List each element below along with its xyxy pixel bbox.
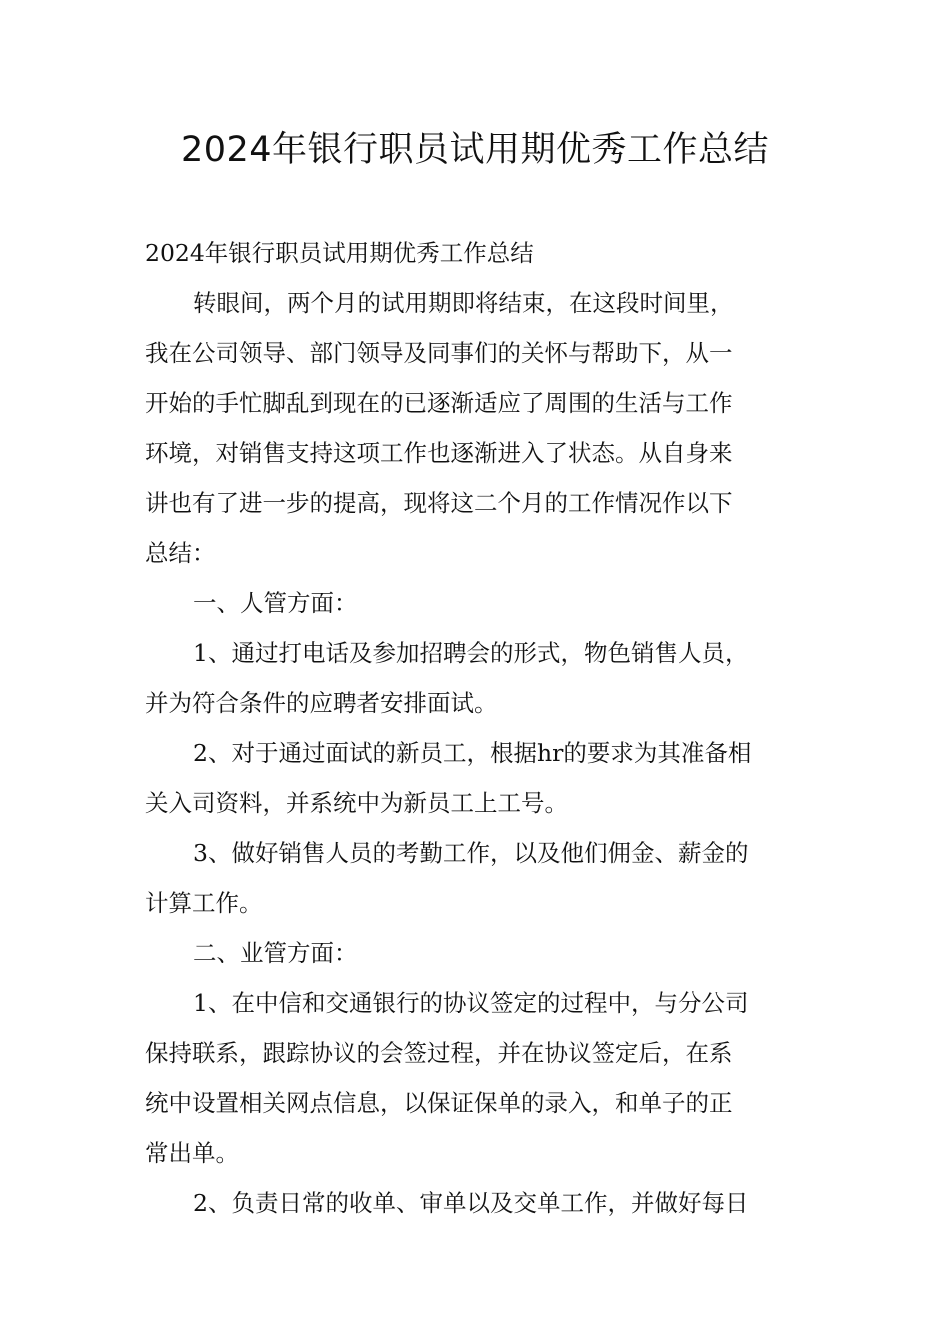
text-line: 2、负责日常的收单、审单以及交单工作，并做好每日 [193, 1189, 749, 1217]
text-line: 环境，对销售支持这项工作也逐渐进入了状态。从自身来 [145, 439, 733, 467]
text-line: 保持联系，跟踪协议的会签过程，并在协议签定后，在系 [145, 1039, 733, 1067]
text-line: 2024年银行职员试用期优秀工作总结 [145, 239, 534, 267]
text-line: 计算工作。 [145, 889, 263, 917]
text-line: 3、做好销售人员的考勤工作，以及他们佣金、薪金的 [193, 839, 749, 867]
text-line: 讲也有了进一步的提高，现将这二个月的工作情况作以下 [145, 489, 733, 517]
text-line: 一、人管方面： [193, 589, 358, 617]
text-line: 开始的手忙脚乱到现在的已逐渐适应了周围的生活与工作 [145, 389, 733, 417]
text-line: 1、通过打电话及参加招聘会的形式，物色销售人员， [193, 639, 749, 667]
text-line: 关入司资料，并系统中为新员工上工号。 [145, 789, 568, 817]
text-line: 总结： [145, 539, 216, 567]
text-line: 1、在中信和交通银行的协议签定的过程中，与分公司 [193, 989, 749, 1017]
text-line: 2、对于通过面试的新员工，根据hr的要求为其准备相 [193, 739, 752, 767]
text-line: 统中设置相关网点信息，以保证保单的录入，和单子的正 [145, 1089, 733, 1117]
text-line: 并为符合条件的应聘者安排面试。 [145, 689, 498, 717]
document-title: 2024年银行职员试用期优秀工作总结 [180, 130, 770, 170]
document-body [145, 228, 810, 1228]
text-line: 二、业管方面： [193, 939, 358, 967]
text-line: 常出单。 [145, 1139, 239, 1167]
text-line: 我在公司领导、部门领导及同事们的关怀与帮助下，从一 [145, 339, 733, 367]
text-line: 转眼间，两个月的试用期即将结束，在这段时间里， [193, 289, 734, 317]
